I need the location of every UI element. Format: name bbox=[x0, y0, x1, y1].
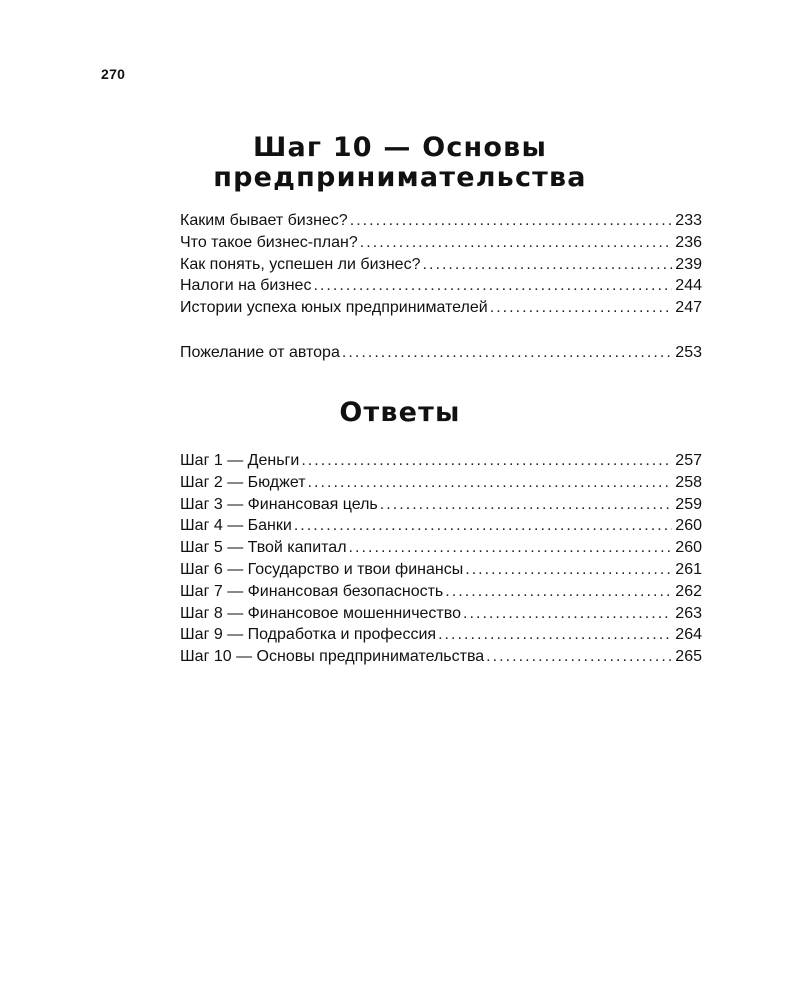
toc-entry-label: Что такое бизнес-план? bbox=[180, 233, 358, 251]
section-title-answers: Ответы bbox=[339, 397, 461, 428]
dot-leader bbox=[308, 472, 673, 494]
toc-entry-label: Каким бывает бизнес? bbox=[180, 212, 348, 229]
toc-entry[interactable] bbox=[180, 581, 702, 603]
dot-leader bbox=[465, 559, 672, 581]
toc-entry-label: Как понять, успешен ли бизнес? bbox=[180, 255, 421, 273]
toc-entry[interactable] bbox=[180, 450, 702, 472]
dot-leader bbox=[490, 297, 673, 319]
toc-entry[interactable] bbox=[180, 515, 702, 537]
dot-leader bbox=[360, 232, 673, 254]
toc-entry[interactable] bbox=[180, 275, 702, 297]
toc-entry-page: 259 bbox=[675, 495, 702, 513]
dot-leader bbox=[342, 342, 672, 364]
toc-entry[interactable] bbox=[180, 559, 702, 581]
toc-entry-label: Шаг 8 — Финансовое мошенничество bbox=[180, 604, 461, 622]
dot-leader bbox=[422, 254, 672, 276]
toc-answers-list bbox=[180, 450, 702, 668]
section-title-line1: Шаг 10 — Основы bbox=[252, 132, 548, 163]
toc-entry[interactable] bbox=[180, 624, 702, 646]
toc-entry[interactable] bbox=[180, 210, 702, 232]
toc-entry-label: Шаг 6 — Государство и твои финансы bbox=[180, 560, 464, 578]
toc-entry-page: 239 bbox=[675, 255, 702, 273]
toc-entry-label: Шаг 7 — Финансовая безопасность bbox=[180, 582, 444, 600]
toc-entry-page: 236 bbox=[675, 233, 702, 251]
dot-leader bbox=[294, 515, 672, 537]
toc-entry-page: 260 bbox=[675, 539, 702, 557]
toc-entry-page: 257 bbox=[675, 452, 702, 469]
toc-entry[interactable] bbox=[180, 537, 702, 559]
toc-entry-label: Шаг 5 — Твой капитал bbox=[180, 539, 347, 557]
toc-entry-label: Шаг 10 — Основы предпринимательства bbox=[180, 648, 485, 666]
dot-leader bbox=[486, 646, 672, 668]
dot-leader bbox=[445, 581, 672, 603]
toc-entry[interactable] bbox=[180, 254, 702, 276]
toc-entry[interactable] bbox=[180, 494, 702, 516]
toc-entry-label: Истории успеха юных предпринимателей bbox=[180, 299, 488, 317]
toc-entry[interactable] bbox=[180, 232, 702, 254]
section-title-line2: предпринимательства bbox=[213, 162, 587, 193]
dot-leader bbox=[463, 603, 672, 625]
dot-leader bbox=[349, 537, 673, 559]
dot-leader bbox=[380, 494, 673, 516]
toc-entry-label: Шаг 4 — Банки bbox=[180, 517, 292, 535]
toc-entry-page: 253 bbox=[675, 344, 702, 361]
toc-entry[interactable] bbox=[180, 646, 702, 668]
toc-entry-page: 265 bbox=[675, 648, 702, 666]
dot-leader bbox=[301, 450, 672, 472]
toc-entry-page: 258 bbox=[675, 473, 702, 491]
toc-entry-page: 244 bbox=[675, 277, 702, 295]
dot-leader bbox=[313, 275, 672, 297]
toc-entry-page: 261 bbox=[675, 560, 702, 578]
page-number: 270 bbox=[101, 66, 126, 82]
toc-entry[interactable] bbox=[180, 603, 702, 625]
toc-entry-page: 264 bbox=[675, 626, 702, 644]
toc-entry[interactable] bbox=[180, 472, 702, 494]
toc-entry-label: Шаг 9 — Подработка и профессия bbox=[180, 626, 437, 644]
toc-entry-page: 262 bbox=[675, 582, 702, 600]
toc-entry-page: 263 bbox=[675, 604, 702, 622]
toc-entry-page: 260 bbox=[675, 517, 702, 535]
toc-step10-list bbox=[180, 210, 702, 319]
toc-entry-label: Пожелание от автора bbox=[180, 344, 340, 361]
dot-leader bbox=[350, 210, 673, 232]
toc-entry-label: Шаг 2 — Бюджет bbox=[180, 473, 306, 491]
toc-entry-page: 247 bbox=[675, 299, 702, 317]
section-title-step10 bbox=[150, 133, 650, 193]
dot-leader bbox=[438, 624, 672, 646]
toc-entry-label: Шаг 1 — Деньги bbox=[180, 452, 300, 469]
toc-entry-label: Налоги на бизнес bbox=[180, 277, 312, 295]
toc-entry-page: 233 bbox=[675, 212, 702, 229]
toc-author-list bbox=[180, 342, 702, 364]
toc-entry-author[interactable] bbox=[180, 342, 702, 364]
toc-entry-label: Шаг 3 — Финансовая цель bbox=[180, 495, 378, 513]
toc-entry[interactable] bbox=[180, 297, 702, 319]
